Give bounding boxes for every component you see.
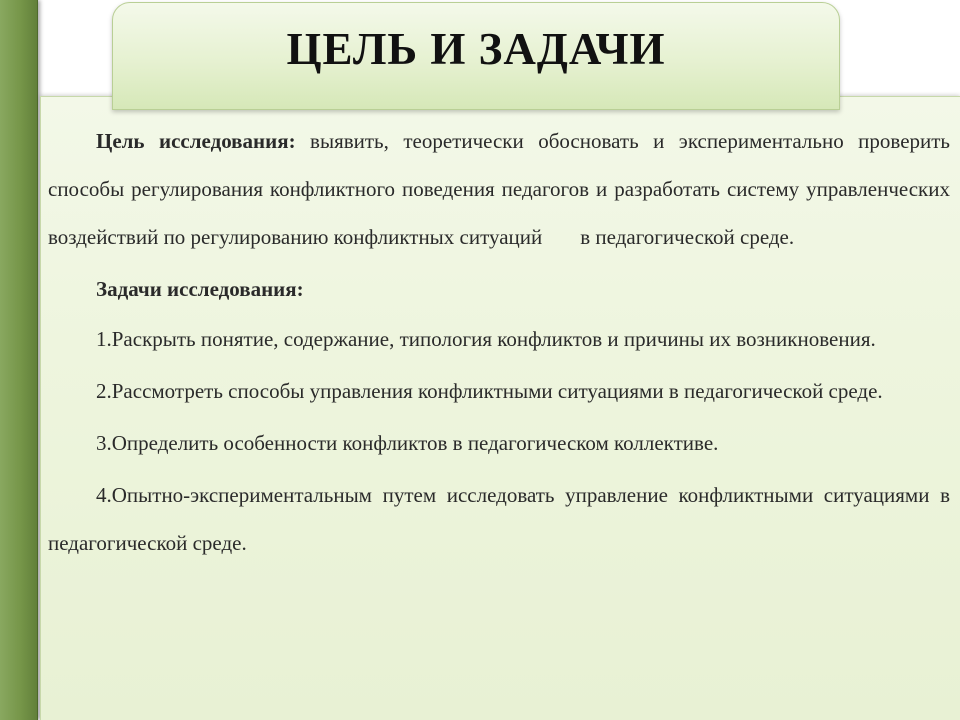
task-item-1: 1.Раскрыть понятие, содержание, типология конфликтов и причины их возникновения. [96, 327, 876, 351]
page-title: ЦЕЛЬ И ЗАДАЧИ [286, 24, 666, 74]
goal-text-end: в педагогической среде. [580, 225, 795, 249]
left-accent-bar [0, 0, 38, 720]
goal-paragraph [48, 117, 950, 261]
goal-text: выявить, теоретически обосновать и экспериментально проверить способы регулирования конфликтного поведения педагогов и разработать систему управленческих воздействий по регулированию конфликтных ситуаций [48, 129, 951, 249]
title-tab [112, 2, 840, 110]
task-item-2: 2.Рассмотреть способы управления конфликтными ситуациями в педагогической среде. [96, 379, 883, 403]
content-panel [40, 96, 960, 720]
tasks-heading: Задачи исследования: [96, 277, 304, 301]
task-item-4: 4.Опытно-экспериментальным путем исследовать управление конфликтными ситуациями в педагогической среде. [48, 483, 950, 555]
task-item-3: 3.Определить особенности конфликтов в педагогическом коллективе. [96, 431, 719, 455]
goal-label: Цель исследования: [96, 129, 296, 153]
